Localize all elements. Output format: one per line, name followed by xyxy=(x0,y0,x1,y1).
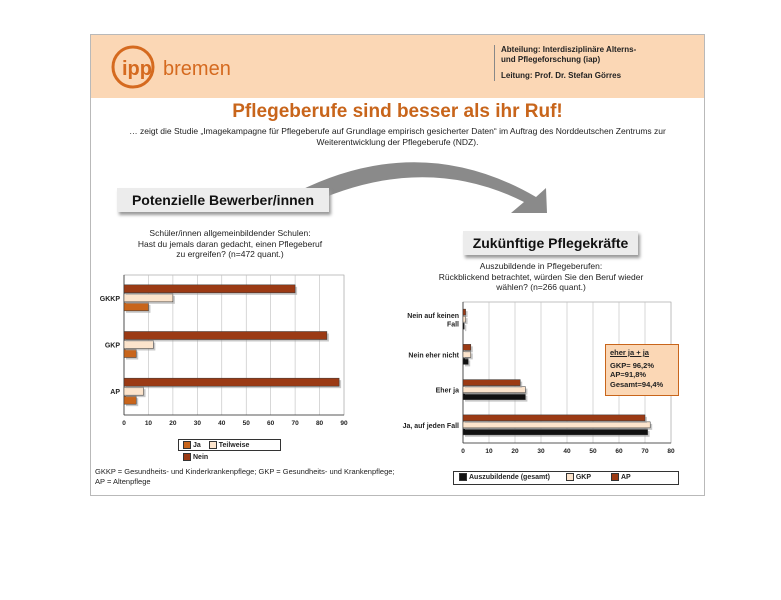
left-chart-tick-label: 30 xyxy=(193,420,201,427)
right-chart-bar-shadow xyxy=(465,325,466,331)
left-chart-title-line-1: Schüler/innen allgemeinbildender Schulen: xyxy=(149,228,311,238)
left-chart-tick-label: 20 xyxy=(169,420,177,427)
left-chart-tick-label: 90 xyxy=(340,420,348,427)
right-chart-bar xyxy=(463,344,471,350)
left-chart-tick-label: 60 xyxy=(267,420,275,427)
legend-label-ap: AP xyxy=(620,474,631,481)
left-chart-tick-label: 0 xyxy=(122,420,126,427)
right-chart-category-label: Fall xyxy=(446,321,459,329)
info-heading: eher ja + ja xyxy=(610,348,649,357)
left-chart-category-label: GKKP xyxy=(99,295,120,303)
right-chart-tick-label: 80 xyxy=(667,448,675,455)
left-chart-legend xyxy=(178,439,281,461)
left-chart-tick-label: 80 xyxy=(315,420,324,427)
left-chart-title-line-2: Hast du jemals daran gedacht, einen Pflegeberuf xyxy=(137,238,323,249)
legend-label-teilweise: Teilweise xyxy=(218,442,250,449)
legend-item-teilweise xyxy=(209,440,250,452)
org-lead: Leitung: Prof. Dr. Stefan Görres xyxy=(501,71,622,80)
right-chart-tick-label: 60 xyxy=(615,448,623,455)
footnote-line-1: GKKP = Gesundheits- und Kinderkrankenpflege; GKP = Gesundheits- und Krankenpflege; xyxy=(95,467,395,476)
info-line-gesamt: Gesamt=94,4% xyxy=(610,379,664,389)
left-chart-tick-label: 50 xyxy=(242,420,250,427)
right-chart-bar xyxy=(463,415,645,421)
potential-applicants-label: Potenzielle Bewerber/innen xyxy=(117,188,329,212)
legend-label-ja: Ja xyxy=(193,442,201,449)
headline: Pflegeberufe sind besser als ihr Ruf! xyxy=(232,101,563,122)
right-chart-tick-label: 70 xyxy=(641,448,649,455)
legend-swatch-gesamt xyxy=(459,473,467,481)
left-chart-tick-label: 40 xyxy=(218,420,226,427)
right-chart-tick-label: 30 xyxy=(537,448,545,455)
subline: … zeigt die Studie „Imagekampagne für Pflegeberufe auf Grundlage empirisch gesicherter Daten“ im Auftrag des Norddeutschen Zentrums zur Weiterentwicklung der Pflegeberufe (NDZ). xyxy=(129,126,666,147)
legend-item-gesamt xyxy=(459,472,550,484)
right-chart-bar xyxy=(463,323,464,329)
right-chart-category-label: Eher ja xyxy=(435,387,459,395)
footnote xyxy=(95,467,445,486)
left-chart-category-label: GKP xyxy=(104,342,120,350)
legend-item-nein xyxy=(183,452,208,464)
legend-item-ja xyxy=(183,440,201,452)
right-chart-title-line-3: wählen? (n=266 quant.) xyxy=(496,282,586,292)
right-chart-category-label: Nein eher nicht xyxy=(408,352,459,360)
legend-swatch-teilweise xyxy=(209,441,217,449)
legend-label-nein: Nein xyxy=(193,454,209,461)
left-chart-title-line-3: zu ergreifen? (n=472 quant.) xyxy=(176,249,284,259)
right-chart-title-line-1: Auszubildende in Pflegeberufen: xyxy=(479,261,603,271)
info-line-gkp: GKP= 96,2% xyxy=(610,360,654,370)
org-line-2: und Pflegeforschung (iap) xyxy=(501,55,601,64)
right-chart-tick-label: 50 xyxy=(589,448,597,455)
logo-bremen-text: bremen xyxy=(163,58,231,80)
logo-ipp-text: ipp xyxy=(122,58,152,80)
right-chart-category-label: Ja, auf jeden Fall xyxy=(402,422,459,430)
left-chart-category-label: AP xyxy=(110,389,120,397)
right-chart-tick-label: 0 xyxy=(461,448,465,455)
footnote-line-2: AP = Altenpflege xyxy=(95,476,151,486)
summary-info-box xyxy=(605,344,679,396)
right-chart-legend xyxy=(453,471,679,485)
right-chart-title-line-2: Rückblickend betrachtet, würden Sie den Beruf wieder xyxy=(438,271,644,282)
legend-label-gesamt: Auszubildende (gesamt) xyxy=(469,474,550,481)
legend-swatch-ja xyxy=(183,441,191,449)
right-chart-bar xyxy=(463,309,466,315)
right-chart-tick-label: 20 xyxy=(511,448,519,455)
right-chart-bar xyxy=(463,380,520,386)
right-chart-tick-label: 10 xyxy=(485,448,493,455)
info-line-ap: AP=91,8% xyxy=(610,370,647,379)
left-chart-tick-label: 70 xyxy=(291,420,299,427)
left-chart-tick-label: 10 xyxy=(144,420,153,427)
right-chart-category-label: Nein auf keinen xyxy=(407,312,459,320)
legend-item-gkp xyxy=(566,472,591,484)
legend-swatch-ap xyxy=(611,473,619,481)
right-bar-chart xyxy=(91,35,704,495)
right-chart-tick-label: 40 xyxy=(563,448,571,455)
future-nurses-label: Zukünftige Pflegekräfte xyxy=(463,231,638,255)
legend-label-gkp: GKP xyxy=(575,474,592,481)
org-line-1: Abteilung: Interdisziplinäre Alterns- xyxy=(501,45,637,54)
legend-swatch-nein xyxy=(183,453,191,461)
slide xyxy=(90,34,705,496)
legend-item-ap xyxy=(611,472,631,484)
legend-swatch-gkp xyxy=(566,473,574,481)
